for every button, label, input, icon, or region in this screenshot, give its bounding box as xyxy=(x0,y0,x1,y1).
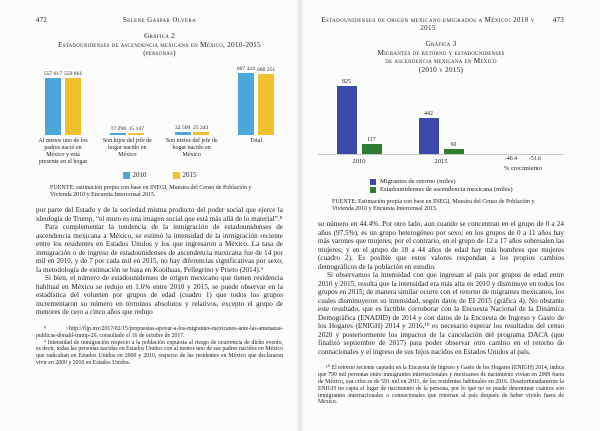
percent-values xyxy=(491,156,555,162)
bar-pair xyxy=(175,63,209,135)
bar xyxy=(110,133,126,135)
bar-column xyxy=(175,125,191,135)
grafica3-title-line4: (2010 y 2015) xyxy=(418,64,464,74)
chart-group xyxy=(229,63,283,145)
x-axis-label: 2010 xyxy=(352,158,366,166)
paragraph: Si bien, el número de estadounidenses de origen mexicano que tienen residencia habitual en México se redujo en 1.6% entre 2010 y 2015, se puede observar en la estadística del volumen por grupos de edad (cuadro 1) que todos los grupos incrementaron su número en términos absolutos y relativos, excepto el grupo de menores de cero a cinco años que redujo xyxy=(36,274,283,317)
bar-column xyxy=(44,71,62,135)
bar xyxy=(337,86,357,154)
bar-column xyxy=(444,142,464,154)
category-label: Son nietos del jefe de hogar nacido en México xyxy=(165,137,218,158)
bar-value-label: 25 243 xyxy=(192,124,209,131)
page-number-right: 473 xyxy=(552,16,564,24)
footnotes-right xyxy=(318,365,564,406)
bar-column xyxy=(237,66,255,135)
page-right xyxy=(300,0,600,431)
grafica3-legend xyxy=(370,178,513,193)
chart-group xyxy=(36,63,90,166)
x-axis-cell xyxy=(327,155,391,172)
bar xyxy=(45,78,61,135)
percent-value: -46.4 xyxy=(504,156,517,163)
running-head-author: Selene Gaspar Olvera xyxy=(122,16,197,24)
grafica2-legend xyxy=(36,171,283,179)
bar-pair xyxy=(110,63,144,135)
bar-pair xyxy=(44,63,82,135)
grafica2-title-line1: Gráfica 2 xyxy=(143,31,176,40)
bar-value-label: 60 xyxy=(450,142,457,149)
x-axis-cell xyxy=(491,155,555,172)
legend-swatch xyxy=(370,179,376,185)
bar xyxy=(362,144,382,154)
legend-label: 2010 xyxy=(132,171,147,180)
chart-group xyxy=(409,111,473,154)
chart-group xyxy=(327,79,391,154)
grafica2-title xyxy=(36,32,283,58)
legend-swatch xyxy=(173,172,180,179)
bar xyxy=(175,132,191,135)
legend-item xyxy=(173,171,197,179)
grafica3-plot xyxy=(318,79,564,155)
bar-value-label: 600 251 xyxy=(256,66,276,73)
legend-label: 2015 xyxy=(182,171,197,180)
bar xyxy=(258,74,274,135)
x-axis-label: 2015 xyxy=(434,158,448,166)
bar-column xyxy=(64,71,82,135)
footnote-10: ¹⁰ El retorno reciente captado en la Encuesta de Ingreso y Gasto de los Hogares (ENIGH) 2014, indica que 790 mil personas entre inmigrantes internacionales y mexicanos de nacimiento vivían en 2009 fuera de México, esa cifra es de 591 mil en 2011, de los residentes habituales en 2016. Desafortunadamente la ENIGH no capta el lugar de nacimiento de la persona, por lo que no se puede determinar cuántos son inmigrantes internacionales o connacionales que retornan al país después de haber vivido fuera de México. xyxy=(318,365,564,406)
grafica3-title-line3: de ascendencia mexicana en México xyxy=(385,56,497,66)
legend-item xyxy=(123,171,147,179)
bar-value-label: 15 147 xyxy=(128,125,145,132)
bar-column xyxy=(257,67,275,135)
percent-value: -51.6 xyxy=(529,156,542,163)
legend-item xyxy=(370,186,513,193)
paragraph: por parte del Estado y de la sociedad misma producto del poder social que ejerce la ideología de Trump, “el muro es una imagen social que está más allá de lo material”.⁸ xyxy=(36,206,283,223)
bar xyxy=(128,133,144,135)
legend-swatch xyxy=(370,187,376,193)
grafica3-title-line1: Gráfica 3 xyxy=(425,39,457,48)
bar-value-label: 32 509 xyxy=(174,124,191,131)
grafica3-title-line2: Migrantes de retorno y estadounidenses xyxy=(377,47,505,57)
paragraph: Si observamos la intensidad con que ingresan al país por grupos de edad entre 2010 y 2015, resulta que la intensidad era más alta en 2010 y disminuye en todos los grupos en 2015; de manera similar ocurre con el retorno de migrantes mexicanos, los cuales disminuyeron su intensidad, según datos de EI 2015 (gráfica 4). No obstante este resultado, que es factible corroborar con la Encuesta Nacional de la Dinámica Demográfica (ENADID) de 2014 y con datos de la Encuesta de Ingreso y Gasto de los Hogares (ENIGH) 2014 y 2016,¹⁰ es necesario esperar los resultados del censo 2020 y posteriormente los impactos de la cancelación del programa DACA (que finalizó septiembre de 2017) para poder observar otro cambio en el retorno de connacionales y el ingreso de sus hijos nacidos en Estados Unidos al país. xyxy=(318,271,564,356)
paragraph: su número en 44.4%. Por otro lado, aun cuando se concentran en el grupo de 0 a 24 años (97.5%), es un grupo heterogéneo por sexo; en los grupos de 0 a 11 años hay más varones que mujeres; por el contrario, en el grupo de 12 a 17 años sobresalen las mujeres; y en el grupo de 18 a 44 años de edad hay más hombres que mujeres (cuadro 2). Es posible que estos valores respondan a los propios cambios demográficos de la población en estudio. xyxy=(318,220,564,271)
body-text-right xyxy=(318,220,564,356)
grafica2-plot xyxy=(36,63,283,166)
x-axis-cell xyxy=(409,155,473,172)
bar-value-label: 825 xyxy=(342,79,351,86)
bar xyxy=(444,149,464,154)
bar xyxy=(238,73,254,135)
bar-value-label: 607 424 xyxy=(236,65,255,72)
bar-column xyxy=(193,125,209,135)
bar-column xyxy=(419,111,439,154)
footnotes-left xyxy=(36,326,283,367)
running-head-chapter: Estadounidenses de origen mexicano emigrados a México: 2010 y 2015 xyxy=(321,16,535,32)
grafica2-title-line3: (personas) xyxy=(143,48,176,58)
legend-label: Migrantes de retorno (miles) xyxy=(380,178,456,186)
footnote-8: ⁸ <http://fljp.mx/2017/02/15/propuestas-apoyar-a-los-migrantes-mexicanos-ante-las-amenazas-publicas-donald-trump-26, consultado el 16 de octubre de 2017. xyxy=(36,325,283,339)
category-label: Son hijos del jefe de hogar nacido en México xyxy=(102,137,152,158)
bar xyxy=(419,118,439,154)
bar-value-label: 442 xyxy=(424,111,433,118)
grafica3-xaxis xyxy=(318,155,564,172)
body-text-left xyxy=(36,206,283,317)
category-label: Total xyxy=(249,137,263,144)
legend-swatch xyxy=(123,172,130,179)
bar-pair xyxy=(237,63,275,135)
legend-label: Estadounidenses de ascendencia mexicana (miles) xyxy=(380,186,513,194)
bar xyxy=(65,78,81,135)
paragraph: Para complementar la tendencia de la inmigración de estadounidenses de ascendencia mexicana a México, se estimó la intensidad de la inmigración reciente entre los residentes en Estados Unidos y los que ingresaron a México. La tasa de inmigración o de ingreso de estadounidenses de ascendencia mexicana fue de 14 por mil en 2010, y de 7 por cada mil en 2015, no hay diferencias significativas por sexo; la metodología de estimación se basa en Koolhaas, Pellegrino y Prieto (2014).⁹ xyxy=(36,223,283,274)
running-head-left xyxy=(36,16,283,24)
grafica3-source: FUENTE: Estimación propia con base en INEGI, Muestra del Censo de Población y Vivienda 2010 y Encuesta Intercensal 2015. xyxy=(332,199,535,213)
bar-column xyxy=(337,79,357,154)
legend-item xyxy=(370,178,456,185)
running-head-right xyxy=(318,16,564,32)
bar-value-label: 559 661 xyxy=(64,70,83,77)
chart-group xyxy=(165,63,219,159)
bar-value-label: 117 xyxy=(367,137,376,144)
grafica2-source: FUENTE: estimación propia con base en INEGI, Muestra del Censo de Población y Vivienda 2010 y Encuesta Intercensal 2015. xyxy=(50,185,252,199)
category-label: Al menos uno de los padres nació en México y está presente en el hogar xyxy=(38,137,88,165)
footnote-9: ⁹ Intensidad de inmigración respecto a la población expuesta al riesgo de ocurrencia de dicho evento, es decir, todas las personas nacidas en Estados Unidos con al menos uno de sus padres nacidos en México que radicaban en Estados Unidos en 2000 y 2010, respecto de las residentes en México que declararon vivir en 2000 y 2010 en Estados Unidos. xyxy=(36,339,283,366)
bar-column xyxy=(362,137,382,154)
grafica2-title-line2: Estadounidenses de ascendencia mexicana en México, 2010-2015 xyxy=(58,39,261,49)
x-axis-label: % crecimiento xyxy=(503,165,543,173)
chart-group xyxy=(100,63,154,159)
grafica3-title xyxy=(318,40,564,74)
bar-column xyxy=(128,126,144,135)
bar-value-label: 17 298 xyxy=(110,125,127,132)
bar xyxy=(193,132,209,135)
bar-value-label: 557 617 xyxy=(43,70,62,77)
bar-column xyxy=(110,126,126,135)
page-number-left: 472 xyxy=(36,16,48,24)
